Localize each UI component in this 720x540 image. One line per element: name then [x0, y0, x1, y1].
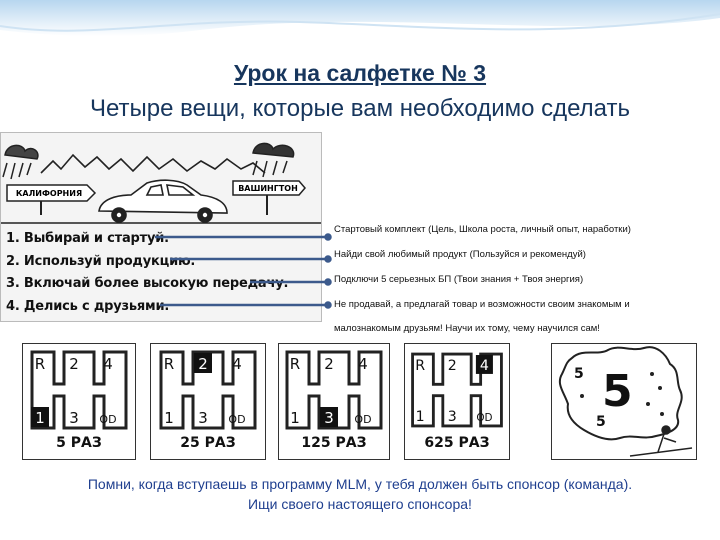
gear-count: 625 РАЗ [424, 435, 490, 451]
gear-label: 2 [324, 355, 334, 373]
step-item: 2. Используй продукцию. [6, 253, 196, 269]
splash-small-digit: 5 [574, 366, 584, 382]
step-item: 3. Включай более высокую передачу. [6, 276, 289, 291]
step-item: 1. Выбирай и стартуй. [6, 231, 169, 246]
gear-label: OD [476, 412, 493, 425]
gear-label: 3 [447, 409, 457, 426]
car-icon [99, 180, 227, 222]
gear-label: R [289, 355, 301, 373]
gear-shift-diagram [151, 344, 265, 436]
note-item: Подключи 5 серьезных БП (Твои знания + Твоя энергия) [334, 274, 584, 285]
gear-label: 4 [358, 355, 368, 373]
gear-label: 1 [35, 409, 45, 427]
gear-label: 2 [198, 355, 208, 373]
gear-label: 4 [479, 358, 489, 375]
header-wave [0, 0, 720, 60]
gear-label: R [415, 358, 426, 375]
connector-dot [326, 303, 331, 308]
note-item: малознакомым друзьям! Научи их тому, чему научился сам! [334, 323, 600, 334]
gear-label: OD [354, 413, 372, 426]
steps-list [6, 228, 289, 318]
page-title: Урок на салфетке № 3 [233, 60, 487, 86]
gear-label: R [34, 355, 46, 373]
gear-count: 5 РАЗ [56, 435, 102, 451]
gear-label: OD [99, 413, 117, 426]
gear-label: 1 [164, 409, 174, 427]
splash-small-digit: 5 [596, 414, 606, 430]
gear-label: R [163, 355, 175, 373]
splash-big-digit: 5 [602, 366, 633, 417]
gear-count: 25 РАЗ [180, 435, 236, 451]
page-subtitle: Четыре вещи, которые вам необходимо сделать [90, 95, 630, 122]
footer-line-1: Помни, когда вступаешь в программу MLM, у тебя должен быть спонсор (команда). [87, 476, 633, 492]
gear-label: 3 [198, 409, 208, 427]
notes-list [334, 224, 704, 353]
note-item: Не продавай, а предлагай товар и возможности своим знакомым и [334, 299, 630, 310]
connector-dot [326, 280, 331, 285]
gear-label: 3 [324, 409, 334, 427]
gear-card [150, 343, 266, 460]
gear-label: 4 [232, 355, 242, 373]
connector-dot [326, 257, 331, 262]
gear-shift-diagram [279, 344, 389, 436]
gear-count: 125 РАЗ [301, 435, 367, 451]
sign-left [7, 185, 95, 215]
gear-label: 2 [447, 358, 457, 375]
splash-card [551, 343, 697, 460]
gear-label: 1 [290, 409, 300, 427]
connector-dot [326, 235, 331, 240]
sign-right [233, 181, 305, 215]
rain-cloud-icon [253, 143, 294, 177]
sign-left-label: КАЛИФОРНИЯ [15, 189, 83, 198]
note-item: Стартовый комплект (Цель, Школа роста, личный опыт, наработки) [334, 224, 631, 235]
gear-card [404, 343, 510, 460]
gear-card [278, 343, 390, 460]
gear-label: 2 [69, 355, 79, 373]
step-item: 4. Делись с друзьями. [6, 298, 170, 314]
gear-shift-diagram [405, 344, 509, 436]
rain-cloud-icon [3, 145, 38, 179]
gear-label: 3 [69, 409, 79, 427]
note-item: Найди свой любимый продукт (Пользуйся и рекомендуй) [334, 249, 586, 260]
mountains [41, 155, 265, 173]
splash-drawing [552, 344, 696, 459]
gear-shift-diagram [23, 344, 135, 436]
footer-line-2: Ищи своего настоящего спонсора! [248, 496, 472, 512]
gear-label: OD [228, 413, 246, 426]
gear-card [22, 343, 136, 460]
gear-label: 1 [415, 409, 425, 426]
gear-label: 4 [103, 355, 113, 373]
footer-text [0, 474, 720, 514]
road-trip-drawing [1, 133, 321, 228]
sign-right-label: ВАШИНГТОН [238, 184, 298, 193]
